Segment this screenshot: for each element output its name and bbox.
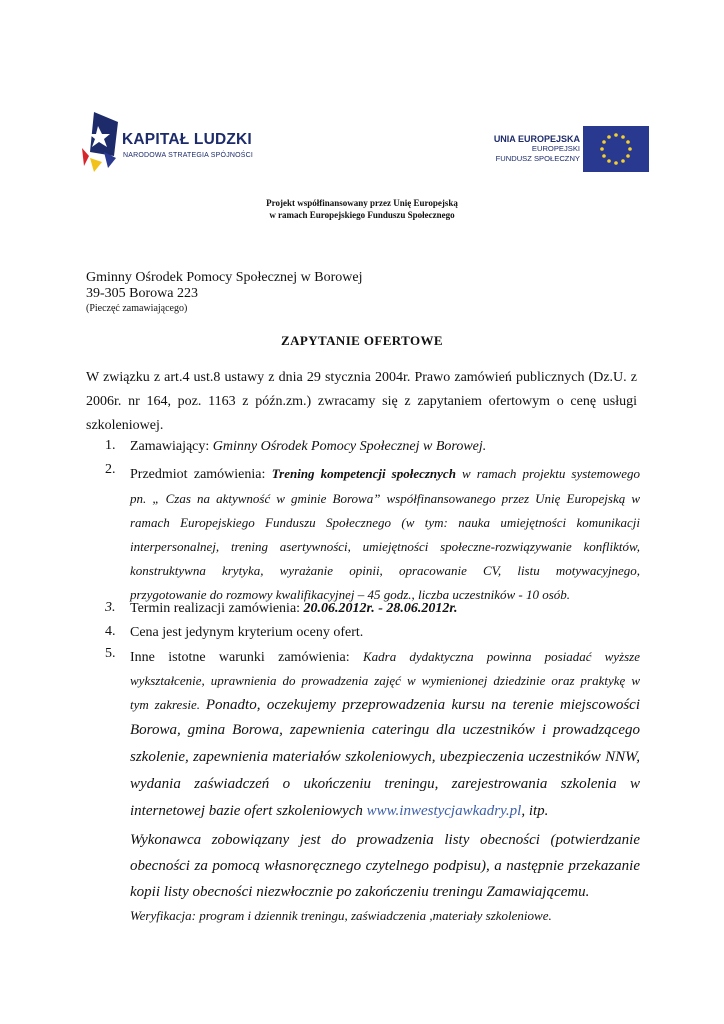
kapital-ludzki-mark-icon (80, 112, 120, 174)
item-2-bold: Trening kompetencji społecznych (271, 466, 456, 481)
item-1-label: Zamawiający: (130, 439, 213, 454)
item-5-line-2: wykształcenie, uprawnienia do prowadzenia zajęć w wymienionej dziedzinie oraz praktykę w (130, 673, 640, 688)
item-2-line1-rest: w ramach projektu systemowego (455, 466, 640, 481)
eu-logo-text (483, 134, 580, 164)
eu-logo-line1: UNIA EUROPEJSKA (493, 134, 580, 144)
list-item-number: 1. (105, 438, 116, 453)
item-5-line1-rest: Kadra dydaktyczna powinna posiadać wyższe (363, 649, 641, 664)
intro-line-1: W związku z art.4 ust.8 ustawy z dnia 29 stycznia 2004r. Prawo zamówień publicznych (Dz.U. z (86, 370, 637, 385)
item-5-line-5: szkolenie, zapewnienia materiałów szkoleniowych, ubezpieczenia uczestników NNW, (130, 749, 640, 765)
project-header (0, 197, 724, 221)
item-5-line-7 (130, 798, 640, 825)
item-5-line7b: , itp. (521, 803, 549, 819)
item-1-value: Gminny Ośrodek Pomocy Społecznej w Borowej. (212, 439, 487, 454)
item-5-line-4: Borowa, gmina Borowa, zapewnienia cateringu dla uczestników i prowadzącego (130, 722, 640, 738)
item-5-line-1 (130, 646, 640, 669)
item-5-label: Inne istotne warunki zamówienia: (130, 650, 364, 665)
item-2-line-2: pn. „ Czas na aktywność w gminie Borowa” współfinansowanego przez Unię Europejską w (130, 491, 640, 506)
intro-paragraph (86, 366, 637, 438)
inwestycjawkadry-link[interactable]: www.inwestycjawkadry.pl (366, 803, 522, 819)
intro-line-2: 2006r. nr 164, poz. 1163 z późn.zm.) zwracamy się z zapytaniem ofertowym o cenę usługi (86, 394, 637, 409)
list-item-number: 2. (105, 462, 116, 477)
intro-line-3: szkoleniowej. (86, 418, 164, 433)
item-5-para3: Weryfikacja: program i dziennik treningu, zaświadczenia ,materiały szkoleniowe. (130, 908, 552, 923)
project-header-line2: w ramach Europejskiego Funduszu Społecznego (269, 210, 455, 220)
item-5-para2-line-1: Wykonawca zobowiązany jest do prowadzenia listy obecności (potwierdzanie (130, 832, 640, 848)
item-5-line3a: tym zakresie. (130, 697, 206, 712)
sender-name: Gminny Ośrodek Pomocy Społecznej w Borowej (86, 270, 363, 285)
item-3-value: 20.06.2012r. - 28.06.2012r. (303, 601, 458, 616)
sender-address: 39-305 Borowa 223 (86, 286, 198, 301)
item-2-label: Przedmiot zamówienia: (130, 467, 272, 482)
item-2-line-3: ramach Europejskiego Funduszu Społecznego (w tym: nauka umiejętności komunikacji (130, 515, 640, 530)
document-title: ZAPYTANIE OFERTOWE (281, 333, 443, 348)
eu-logo (483, 124, 651, 174)
item-5-line-6: wydania zaświadczeń o ukończeniu treningu, zarejestrowania szkolenia w (130, 776, 640, 792)
item-2-line-4: interpersonalnej, trening asertywności, umiejętności społeczne-rozwiązywanie konfliktów, (130, 539, 640, 554)
item-4-text: Cena jest jedynym kryterium oceny ofert. (130, 625, 364, 640)
item-5-line-3 (130, 693, 640, 717)
list-item-number: 4. (105, 624, 116, 639)
kapital-ludzki-logo (80, 112, 254, 174)
eu-logo-line2: EUROPEJSKI (531, 144, 580, 153)
eu-flag-icon (583, 126, 649, 172)
kapital-ludzki-title: KAPITAŁ LUDZKI (122, 131, 252, 148)
kapital-ludzki-subtitle: NARODOWA STRATEGIA SPÓJNOŚCI (123, 152, 254, 159)
item-3-label: Termin realizacji zamówienia: (130, 601, 304, 616)
list-item-number: 3. (105, 600, 116, 615)
sender-block (86, 270, 362, 315)
item-2-line-5: konstruktywna krytyka, wyrażanie opinii, opracowanie CV, listu motywacyjnego, (130, 563, 640, 578)
item-2-line-1 (130, 462, 640, 487)
item-5-line3b: Ponadto, oczekujemy przeprowadzenia kursu na terenie miejscowości (205, 697, 640, 713)
project-header-line1: Projekt współfinansowany przez Unię Europejską (266, 198, 458, 208)
item-5-para2-line-2: obecności za pomocą własnoręcznego czytelnego podpisu), a następnie przekazanie (130, 858, 640, 874)
item-5-line7a: internetowej bazie ofert szkoleniowych (130, 803, 367, 819)
list-item-number: 5. (105, 646, 116, 661)
eu-logo-line3: FUNDUSZ SPOŁECZNY (495, 154, 580, 163)
item-2-line-6: przygotowanie do rozmowy kwalifikacyjnej – 45 godz., liczba uczestników - 10 osób. (130, 587, 571, 602)
item-5-para2-line-3: kopii listy obecności niezwłocznie po zakończeniu treningu Zamawiającemu. (130, 884, 590, 900)
sender-stamp: (Pieczęć zamawiającego) (86, 303, 188, 314)
